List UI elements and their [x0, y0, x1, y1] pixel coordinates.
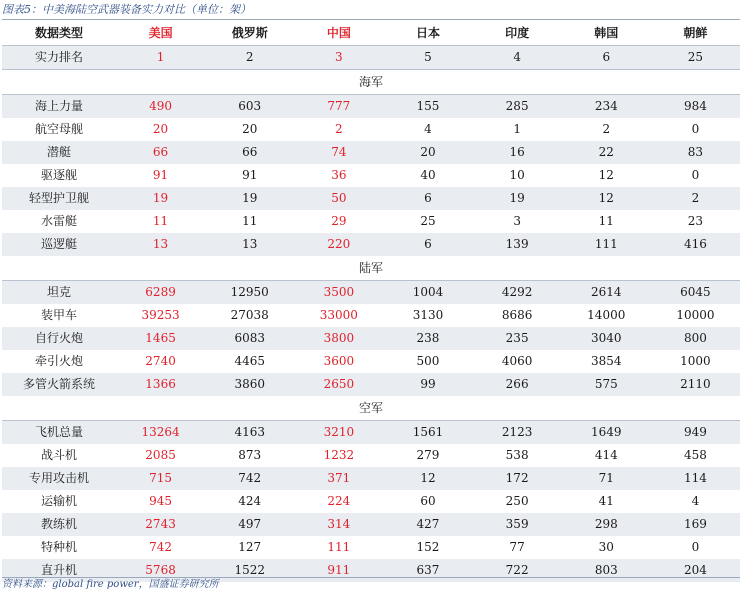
- value-cell: 12: [562, 187, 651, 210]
- value-cell: 3130: [383, 304, 472, 327]
- row-label: 多管火箭系统: [2, 373, 116, 396]
- value-cell: 91: [205, 164, 294, 187]
- value-cell: 416: [651, 233, 740, 256]
- value-cell: 220: [294, 233, 383, 256]
- value-cell: 0: [651, 536, 740, 559]
- value-cell: 6: [562, 46, 651, 70]
- value-cell: 1000: [651, 350, 740, 373]
- value-cell: 722: [473, 559, 562, 582]
- value-cell: 6: [383, 187, 472, 210]
- value-cell: 20: [116, 118, 205, 141]
- row-label: 教练机: [2, 513, 116, 536]
- value-cell: 30: [562, 536, 651, 559]
- row-label: 战斗机: [2, 444, 116, 467]
- value-cell: 60: [383, 490, 472, 513]
- header-cell: 数据类型: [2, 22, 116, 46]
- value-cell: 873: [205, 444, 294, 467]
- value-cell: 111: [294, 536, 383, 559]
- value-cell: 33000: [294, 304, 383, 327]
- row-label: 航空母舰: [2, 118, 116, 141]
- value-cell: 25: [383, 210, 472, 233]
- table-row: [2, 444, 740, 467]
- comparison-table: [2, 22, 740, 582]
- value-cell: 1522: [205, 559, 294, 582]
- value-cell: 3500: [294, 281, 383, 305]
- value-cell: 4060: [473, 350, 562, 373]
- value-cell: 204: [651, 559, 740, 582]
- table-row: [2, 327, 740, 350]
- value-cell: 1649: [562, 421, 651, 445]
- value-cell: 12: [383, 467, 472, 490]
- row-label: 直升机: [2, 559, 116, 582]
- table-row: [2, 421, 740, 445]
- value-cell: 2650: [294, 373, 383, 396]
- value-cell: 984: [651, 95, 740, 119]
- table-row: [2, 281, 740, 305]
- value-cell: 91: [116, 164, 205, 187]
- row-label: 驱逐舰: [2, 164, 116, 187]
- value-cell: 22: [562, 141, 651, 164]
- value-cell: 3860: [205, 373, 294, 396]
- value-cell: 74: [294, 141, 383, 164]
- section-header-air: [2, 396, 740, 420]
- value-cell: 1232: [294, 444, 383, 467]
- value-cell: 41: [562, 490, 651, 513]
- value-cell: 6083: [205, 327, 294, 350]
- value-cell: 359: [473, 513, 562, 536]
- row-label: 潜艇: [2, 141, 116, 164]
- value-cell: 0: [651, 118, 740, 141]
- table-row: [2, 187, 740, 210]
- table-row: [2, 490, 740, 513]
- value-cell: 11: [205, 210, 294, 233]
- rank-row: [2, 46, 740, 70]
- value-cell: 2614: [562, 281, 651, 305]
- value-cell: 4: [651, 490, 740, 513]
- row-label: 牵引火炮: [2, 350, 116, 373]
- value-cell: 6: [383, 233, 472, 256]
- value-cell: 1: [473, 118, 562, 141]
- header-cell: 中国: [294, 22, 383, 46]
- value-cell: 945: [116, 490, 205, 513]
- value-cell: 742: [116, 536, 205, 559]
- header-cell: 印度: [473, 22, 562, 46]
- row-label: 水雷艇: [2, 210, 116, 233]
- row-label: 海上力量: [2, 95, 116, 119]
- row-label: 特种机: [2, 536, 116, 559]
- value-cell: 4: [473, 46, 562, 70]
- value-cell: 83: [651, 141, 740, 164]
- value-cell: 603: [205, 95, 294, 119]
- table-row: [2, 350, 740, 373]
- source-note: 资料来源：global fire power，国盛证券研究所: [2, 579, 219, 590]
- value-cell: 66: [205, 141, 294, 164]
- value-cell: 1004: [383, 281, 472, 305]
- value-cell: 575: [562, 373, 651, 396]
- section-title: 海军: [2, 70, 740, 95]
- row-label: 自行火炮: [2, 327, 116, 350]
- value-cell: 169: [651, 513, 740, 536]
- value-cell: 114: [651, 467, 740, 490]
- value-cell: 40: [383, 164, 472, 187]
- value-cell: 6289: [116, 281, 205, 305]
- table-row: [2, 304, 740, 327]
- row-label: 运输机: [2, 490, 116, 513]
- value-cell: 8686: [473, 304, 562, 327]
- row-label: 坦克: [2, 281, 116, 305]
- row-label: 装甲车: [2, 304, 116, 327]
- value-cell: 424: [205, 490, 294, 513]
- value-cell: 172: [473, 467, 562, 490]
- header-cell: 韩国: [562, 22, 651, 46]
- value-cell: 490: [116, 95, 205, 119]
- section-title: 陆军: [2, 256, 740, 280]
- value-cell: 3: [294, 46, 383, 70]
- value-cell: 2110: [651, 373, 740, 396]
- table-row: [2, 141, 740, 164]
- value-cell: 2743: [116, 513, 205, 536]
- value-cell: 803: [562, 559, 651, 582]
- value-cell: 6045: [651, 281, 740, 305]
- header-cell: 俄罗斯: [205, 22, 294, 46]
- value-cell: 1366: [116, 373, 205, 396]
- value-cell: 538: [473, 444, 562, 467]
- value-cell: 4465: [205, 350, 294, 373]
- value-cell: 224: [294, 490, 383, 513]
- value-cell: 66: [116, 141, 205, 164]
- value-cell: 3854: [562, 350, 651, 373]
- value-cell: 637: [383, 559, 472, 582]
- value-cell: 298: [562, 513, 651, 536]
- value-cell: 29: [294, 210, 383, 233]
- value-cell: 285: [473, 95, 562, 119]
- value-cell: 127: [205, 536, 294, 559]
- table-row: [2, 118, 740, 141]
- row-label: 轻型护卫舰: [2, 187, 116, 210]
- value-cell: 3800: [294, 327, 383, 350]
- value-cell: 13: [205, 233, 294, 256]
- value-cell: 50: [294, 187, 383, 210]
- header-cell: 美国: [116, 22, 205, 46]
- value-cell: 139: [473, 233, 562, 256]
- value-cell: 414: [562, 444, 651, 467]
- value-cell: 458: [651, 444, 740, 467]
- value-cell: 250: [473, 490, 562, 513]
- value-cell: 10: [473, 164, 562, 187]
- value-cell: 111: [562, 233, 651, 256]
- value-cell: 3040: [562, 327, 651, 350]
- value-cell: 4163: [205, 421, 294, 445]
- value-cell: 234: [562, 95, 651, 119]
- section-title: 空军: [2, 396, 740, 420]
- section-header-army: [2, 256, 740, 280]
- header-cell: 日本: [383, 22, 472, 46]
- value-cell: 2: [562, 118, 651, 141]
- value-cell: 911: [294, 559, 383, 582]
- value-cell: 11: [562, 210, 651, 233]
- value-cell: 11: [116, 210, 205, 233]
- value-cell: 152: [383, 536, 472, 559]
- value-cell: 14000: [562, 304, 651, 327]
- value-cell: 71: [562, 467, 651, 490]
- value-cell: 12950: [205, 281, 294, 305]
- value-cell: 715: [116, 467, 205, 490]
- value-cell: 10000: [651, 304, 740, 327]
- table-row: [2, 164, 740, 187]
- value-cell: 742: [205, 467, 294, 490]
- value-cell: 2123: [473, 421, 562, 445]
- value-cell: 800: [651, 327, 740, 350]
- value-cell: 2740: [116, 350, 205, 373]
- table-row: [2, 536, 740, 559]
- table-row: [2, 95, 740, 119]
- value-cell: 235: [473, 327, 562, 350]
- value-cell: 1: [116, 46, 205, 70]
- value-cell: 19: [205, 187, 294, 210]
- value-cell: 16: [473, 141, 562, 164]
- value-cell: 12: [562, 164, 651, 187]
- value-cell: 266: [473, 373, 562, 396]
- value-cell: 777: [294, 95, 383, 119]
- value-cell: 2085: [116, 444, 205, 467]
- value-cell: 13264: [116, 421, 205, 445]
- value-cell: 25: [651, 46, 740, 70]
- value-cell: 4292: [473, 281, 562, 305]
- row-label: 飞机总量: [2, 421, 116, 445]
- value-cell: 2: [294, 118, 383, 141]
- value-cell: 4: [383, 118, 472, 141]
- value-cell: 23: [651, 210, 740, 233]
- value-cell: 27038: [205, 304, 294, 327]
- value-cell: 427: [383, 513, 472, 536]
- value-cell: 36: [294, 164, 383, 187]
- value-cell: 5768: [116, 559, 205, 582]
- value-cell: 3600: [294, 350, 383, 373]
- table-row: [2, 467, 740, 490]
- value-cell: 1465: [116, 327, 205, 350]
- row-label: 专用攻击机: [2, 467, 116, 490]
- value-cell: 238: [383, 327, 472, 350]
- table-row: [2, 373, 740, 396]
- value-cell: 2: [205, 46, 294, 70]
- value-cell: 3: [473, 210, 562, 233]
- value-cell: 949: [651, 421, 740, 445]
- value-cell: 39253: [116, 304, 205, 327]
- table-body: [2, 46, 740, 583]
- value-cell: 13: [116, 233, 205, 256]
- value-cell: 497: [205, 513, 294, 536]
- value-cell: 5: [383, 46, 472, 70]
- table-row: [2, 210, 740, 233]
- value-cell: 19: [473, 187, 562, 210]
- header-row: [2, 22, 740, 46]
- figure-title: 图表5：中美海陆空武器装备实力对比（单位：架）: [2, 3, 251, 16]
- value-cell: 19: [116, 187, 205, 210]
- value-cell: 1561: [383, 421, 472, 445]
- table-row: [2, 513, 740, 536]
- value-cell: 500: [383, 350, 472, 373]
- value-cell: 0: [651, 164, 740, 187]
- value-cell: 3210: [294, 421, 383, 445]
- row-label: 巡逻艇: [2, 233, 116, 256]
- value-cell: 155: [383, 95, 472, 119]
- row-label: 实力排名: [2, 46, 116, 70]
- header-cell: 朝鲜: [651, 22, 740, 46]
- value-cell: 20: [383, 141, 472, 164]
- value-cell: 314: [294, 513, 383, 536]
- value-cell: 279: [383, 444, 472, 467]
- value-cell: 371: [294, 467, 383, 490]
- section-header-navy: [2, 70, 740, 95]
- table-row: [2, 233, 740, 256]
- value-cell: 2: [651, 187, 740, 210]
- title-rule: [2, 19, 740, 20]
- value-cell: 77: [473, 536, 562, 559]
- value-cell: 20: [205, 118, 294, 141]
- value-cell: 99: [383, 373, 472, 396]
